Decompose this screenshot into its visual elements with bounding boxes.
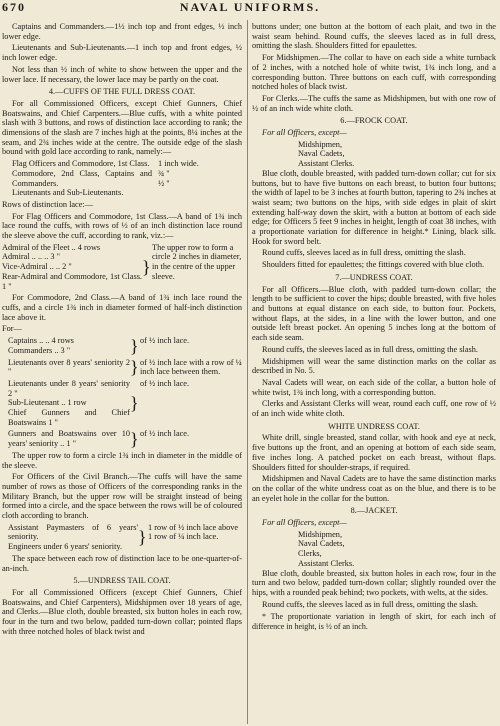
paragraph: For Flag Officers and Commodore, 1st Class.—A band of 1¾ inch lace round the cuffs, with rows of ½ of an inch distinction lace round the sleeve above the cuff, according to rank, viz.:— <box>2 211 242 241</box>
running-title: NAVAL UNIFORMS. <box>179 0 321 14</box>
paragraph: The upper row to form a circle 1¾ inch in diameter in the middle of the sleeve. <box>2 450 242 470</box>
table-row: Assistant Paymasters of 6 years' seniority. <box>8 522 138 542</box>
table-row: Flag Officers and Commodore, 1st Class. <box>12 159 150 169</box>
table-row: Lieutenants and Sub-Lieutenants. <box>12 188 124 198</box>
list-item: Assistant Clerks. <box>298 159 355 169</box>
brace: } <box>138 527 147 548</box>
slash-lace-table <box>2 159 242 198</box>
paragraph: White drill, single breasted, stand collar, with hook and eye at neck, five buttons up the front, and an opening at bottom of each side seam, five inches long. A patched pocket on each breast, without flaps. Shoulders fitted for shoulder-straps, if required. <box>252 433 496 472</box>
list-item: Naval Cadets, <box>298 149 345 159</box>
lace-group-captains <box>2 336 242 355</box>
list-item: Naval Cadets, <box>298 539 345 549</box>
section-heading: 4.—CUFFS OF THE FULL DRESS COAT. <box>48 87 196 97</box>
running-head <box>0 0 500 16</box>
table-note: of ½ inch lace. <box>140 429 190 439</box>
table-row: Gunners and Boatswains over 10 years' seniority .. 1 " <box>8 429 130 449</box>
paragraph: For— <box>2 324 22 334</box>
table-row: Vice-Admiral .. .. 2 " <box>2 262 72 272</box>
lace-group-lieutenants-over <box>2 358 242 377</box>
list-item: Clerks, <box>298 549 322 559</box>
lace-group-civil <box>2 523 242 552</box>
brace: } <box>130 357 139 378</box>
section-heading: 8.—JACKET. <box>350 506 398 516</box>
right-column <box>252 22 496 726</box>
brace: } <box>130 393 139 414</box>
exception-list <box>252 140 496 169</box>
page-number: 670 <box>2 0 26 14</box>
paragraph: For Commodore, 2nd Class.—A band of 1¾ inch lace round the cuffs, and a circle 1¾ inch in diameter formed of half-inch distinction lace above it. <box>2 293 242 322</box>
table-row: Chief Gunners and Chief Boatswains 1 " <box>8 408 130 427</box>
brace: } <box>142 257 151 278</box>
paragraph: Clerks and Assistant Clerks will wear, round each cuff, one row of ½ of an inch wide white cloth. <box>252 399 496 419</box>
lace-group-gunners <box>2 429 242 448</box>
table-row: Sub-Lieutenant .. 1 row <box>8 398 87 408</box>
list-item: Assistant Clerks. <box>298 558 355 568</box>
left-column <box>2 22 242 726</box>
section-heading: 7.—UNDRESS COAT. <box>335 272 413 282</box>
paragraph: Shoulders fitted for epaulettes; the fittings covered with blue cloth. <box>262 260 485 270</box>
flag-officer-table <box>2 243 242 292</box>
section-heading: 5.—UNDRESS TAIL COAT. <box>73 576 171 586</box>
table-row: Admiral of the Fleet .. 4 rows <box>2 242 101 252</box>
paragraph: Not less than ½ inch of white to show between the upper and the lower lace. If necessary, the lower lace may be partly on the coat. <box>2 64 242 84</box>
table-cell: ¾ " <box>158 168 170 178</box>
list-item: Midshipmen, <box>298 529 343 539</box>
paragraph: For all Commissioned Officers (except Chief Gunners, Chief Boatswains, and Chief Carpenters), Midshipmen over 18 years of age, and Clerks.—Blue cloth, double breasted, six button holes in each row, four in the turn and two below, padded turn-down collar; pointed flaps with three notched holes of black twist and <box>2 587 242 636</box>
table-row: Engineers under 6 years' seniority. <box>8 542 123 552</box>
footnote: * The proportionate variation in length of skirt, for each inch of difference in height, is ½ of an inch. <box>252 612 496 632</box>
paragraph: Midshipmen will wear the same distinction marks on the collar as described in No. 5. <box>252 356 496 376</box>
paragraph: Round cuffs, the sleeves laced as in full dress, omitting the slash. <box>262 599 478 609</box>
lace-group-lieutenants-under <box>2 379 242 428</box>
list-item: Midshipmen, <box>298 139 343 149</box>
paragraph: The space between each row of distinction lace to be one-quarter-of-an-inch. <box>2 553 242 573</box>
table-note: of ½ inch lace. <box>140 336 190 346</box>
paragraph: Captains and Commanders.—1½ inch top and front edges, ½ inch lower edge. <box>2 22 242 41</box>
paragraph: buttons under; one button at the bottom of each plait, and two in the waist seam behind. Round cuffs, the sleeves laced as in full dress, omitting the slash. Shoulders fitted for epaulettes. <box>252 22 496 51</box>
table-row: Captains .. .. 4 rows <box>8 336 74 346</box>
table-row: Admiral .. .. .. 3 " <box>2 252 61 262</box>
exception-list <box>252 530 496 569</box>
paragraph: For all Commissioned Officers, except Chief Gunners, Chief Boatswains, and Chief Carpenters.—Blue cuffs, with a white pointed slash with 3 buttons, and rows of distinction lace according to rank; the dimensions of the slash are 7 inches high at the points, 8¼ inches at the seam, and 2¾ inches wide at the centre. The outside edge of the slash bound with gold lace according to rank, namely:— <box>2 98 242 157</box>
paragraph: For Officers of the Civil Branch.—The cuffs will have the same number of rows as those of Officers of the corresponding ranks in the Military Branch, but the upper row will be straight instead of being formed into a circle, and the space between the rows will be of coloured cloth according to branch. <box>2 472 242 521</box>
paragraph: Naval Cadets will wear, on each side of the collar, a button hole of white twist, 1¾ inch long, with a corresponding button. <box>252 377 496 397</box>
column-divider <box>247 20 248 724</box>
paragraph: Rows of distinction lace:— <box>2 199 94 209</box>
paragraph: Blue cloth, double breasted, with padded turn-down collar; cut for six buttons, but to have five buttons on each breast, to button four buttons; the width of lapel to be 3 inches at fourth button, tapering to 2¾ inches at waist seam; two buttons on the hips, with side edges in plait of skirt extending half-way down the skirt, with a button at bottom of each side edge; for Officers 5 feet 9 inches in height, length of coat 38 inches, with a proportionate variation for difference in height.* Lining, black silk. Hook for sword belt. <box>252 168 496 246</box>
paragraph: Round cuffs, sleeves laced as in full dress, omitting the slash. <box>262 248 466 258</box>
paragraph: Blue cloth, double breasted, six button holes in each row, four in the turn and two below, padded turn-down collar; slightly rounded over the hips, with a rounded peak behind; two pockets, with welts, at the sides. <box>252 568 496 597</box>
table-cell: ½ " <box>158 178 170 188</box>
paragraph: Lieutenants and Sub-Lieutenants.—1 inch top and front edges, ½ inch lower edge. <box>2 43 242 63</box>
paragraph: Midshipmen and Naval Cadets are to have the same distinction marks on the collar of the white undress coat as on the blue, and there is to be an eyelet hole in the collar for the button. <box>252 474 496 503</box>
paragraph: For all Officers.—Blue cloth, with padded turn-down collar; the length to be sufficient to cover the hips; double breasted, with five holes and buttons at equal distance on each side, to button four. Pockets, without flaps, at the sides, in a line with the lower button, and one outside left breast pocket. An opening 5 inches long at the bottom of each side seam. <box>252 284 496 343</box>
table-note: of ½ inch lace with a row of ¼ inch lace between them. <box>140 357 242 377</box>
paragraph: For all Officers, except— <box>262 518 347 528</box>
paragraph: For all Officers, except— <box>262 128 347 138</box>
table-row: Rear-Admiral and Commodore, 1st Class. 1 " <box>2 271 142 291</box>
table-note: of ½ inch lace. <box>140 378 190 388</box>
paragraph: For Clerks.—The cuffs the same as Midshipmen, but with one row of ½ of an inch wide white cloth. <box>252 93 496 113</box>
table-row: Commodore, 2nd Class, Captains and Commanders. <box>12 168 152 188</box>
table-cell: 1 inch wide. <box>158 159 199 169</box>
paragraph: Round cuffs, the sleeves laced as in full dress, omitting the slash. <box>262 344 478 354</box>
table-row: Lieutenants under 8 years' seniority 2 " <box>8 378 130 398</box>
paragraph: For Midshipmen.—The collar to have on each side a white turnback of 2 inches, with a notched hole of white twist, 1¾ inch long, and a corresponding button. Three buttons on each cuff, with corresponding notched holes of black twist. <box>252 53 496 92</box>
section-heading: 6.—FROCK COAT. <box>340 116 408 126</box>
section-heading: WHITE UNDRESS COAT. <box>328 421 420 431</box>
table-note: The upper row to form a circle 2 inches in diameter, in the centre of the upper sleeve. <box>152 242 242 281</box>
table-note: 1 row of ½ inch lace above 1 row of ¼ inch lace. <box>148 522 239 542</box>
brace: } <box>130 429 139 450</box>
brace: } <box>130 335 139 356</box>
table-row: Commanders .. 3 " <box>8 345 71 355</box>
table-row: Lieutenants over 8 years' seniority 2 " <box>8 357 130 377</box>
